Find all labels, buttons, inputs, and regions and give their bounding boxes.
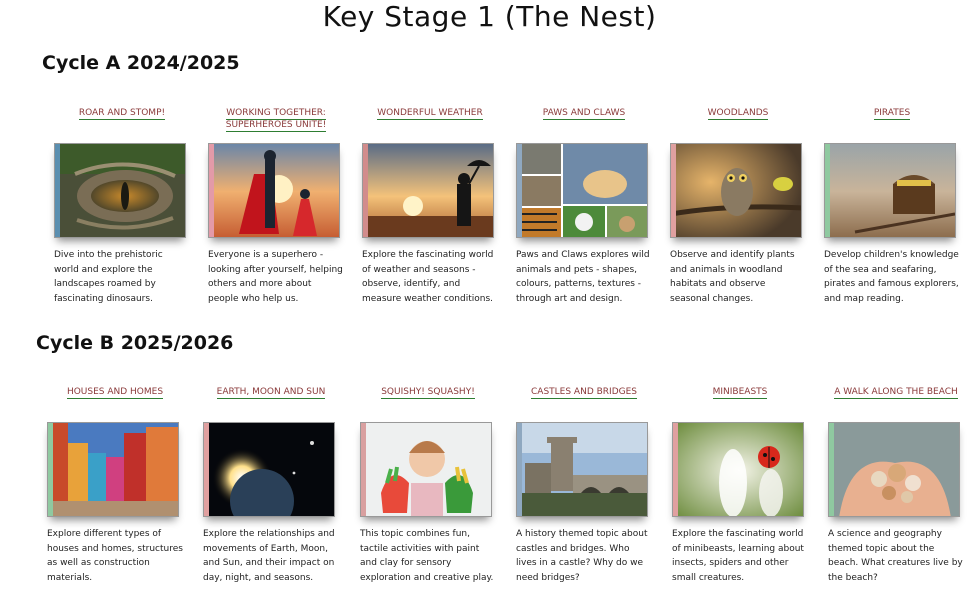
page-title: Key Stage 1 (The Nest) — [322, 0, 657, 33]
topic-description: Explore the fascinating world of minibeasts, learning about insects, spiders and other small creatures. — [672, 529, 804, 583]
topic-description: A science and geography themed topic about the beach. What creatures live by the beach? — [828, 529, 963, 583]
topic-title-text[interactable]: MINIBEASTS — [712, 387, 768, 397]
superheroes-image[interactable] — [208, 143, 340, 238]
topic-title-text[interactable]: WORKING TOGETHER: SUPERHEROES UNITE! — [225, 108, 327, 130]
topic-title-link[interactable] — [203, 386, 339, 398]
topic-title-link[interactable] — [54, 107, 190, 119]
topic-title-text[interactable]: WOODLANDS — [707, 108, 769, 118]
treasure-chest-image[interactable] — [824, 143, 956, 238]
earth-sun-image[interactable] — [203, 422, 335, 517]
topic-title-text[interactable]: CASTLES AND BRIDGES — [531, 387, 637, 397]
topic-title-link[interactable] — [670, 107, 806, 119]
painted-hands-image[interactable] — [360, 422, 492, 517]
topic-card-houses-and-homes[interactable] — [47, 386, 183, 596]
topic-card-wonderful-weather[interactable] — [362, 107, 498, 307]
topic-title-text[interactable]: PIRATES — [873, 108, 911, 118]
topic-description: Explore the fascinating world of weather and seasons - observe, identify, and measure weather conditions. — [362, 250, 494, 304]
topic-description: Develop children's knowledge of the sea and seafaring, pirates and famous explorers, and map reading. — [824, 250, 959, 304]
shells-hands-image[interactable] — [828, 422, 960, 517]
topic-card-castles-and-bridges[interactable] — [516, 386, 652, 596]
topic-description: A history themed topic about castles and bridges. Who lives in a castle? Why do we need bridges? — [516, 529, 648, 583]
topic-title-text[interactable]: ROAR AND STOMP! — [78, 108, 166, 118]
cycle-a-heading: Cycle A 2024/2025 — [42, 52, 240, 74]
topic-description: Paws and Claws explores wild animals and pets - shapes, colours, patterns, textures - through art and design. — [516, 250, 650, 304]
topic-card-paws-and-claws[interactable] — [516, 107, 652, 307]
ladybird-image[interactable] — [672, 422, 804, 517]
topic-title-link[interactable] — [516, 386, 652, 398]
topic-card-walk-along-beach[interactable] — [828, 386, 964, 596]
topic-title-link[interactable] — [208, 107, 344, 131]
topic-card-squishy-squashy[interactable] — [360, 386, 496, 596]
topic-description: Explore different types of houses and homes, structures as well as construction materials. — [47, 529, 183, 583]
topic-title-link[interactable] — [47, 386, 183, 398]
topic-title-link[interactable] — [672, 386, 808, 398]
topic-title-text[interactable]: HOUSES AND HOMES — [66, 387, 164, 397]
topic-title-link[interactable] — [362, 107, 498, 119]
topic-title-text[interactable]: WONDERFUL WEATHER — [377, 108, 483, 118]
topic-description: Observe and identify plants and animals in woodland habitats and observe seasonal changes. — [670, 250, 795, 304]
topic-card-superheroes[interactable] — [208, 107, 344, 307]
topic-description: Dive into the prehistoric world and explore the landscapes roamed by fascinating dinosaurs. — [54, 250, 163, 304]
topic-title-text[interactable]: PAWS AND CLAWS — [542, 108, 626, 118]
castle-bridge-image[interactable] — [516, 422, 648, 517]
colourful-houses-image[interactable] — [47, 422, 179, 517]
topic-description: This topic combines fun, tactile activities with paint and clay for sensory exploration and creative play. — [360, 529, 494, 583]
dinosaur-eye-image[interactable] — [54, 143, 186, 238]
topic-title-text[interactable]: EARTH, MOON AND SUN — [216, 387, 326, 397]
topic-card-woodlands[interactable] — [670, 107, 806, 307]
animals-collage-image[interactable] — [516, 143, 648, 238]
topic-title-text[interactable]: SQUISHY! SQUASHY! — [381, 387, 475, 397]
topic-title-link[interactable] — [360, 386, 496, 398]
weather-image[interactable] — [362, 143, 494, 238]
topic-card-pirates[interactable] — [824, 107, 960, 307]
topic-title-link[interactable] — [824, 107, 960, 119]
topic-title-link[interactable] — [828, 386, 964, 398]
topic-card-minibeasts[interactable] — [672, 386, 808, 596]
cycle-b-heading: Cycle B 2025/2026 — [36, 332, 234, 354]
topic-description: Everyone is a superhero - looking after yourself, helping others and more about people who help us. — [208, 250, 343, 304]
topic-card-earth-moon-sun[interactable] — [203, 386, 339, 596]
topic-title-link[interactable] — [516, 107, 652, 119]
topic-title-text[interactable]: A WALK ALONG THE BEACH — [834, 387, 958, 397]
topic-description: Explore the relationships and movements of Earth, Moon, and Sun, and their impact on day, night, and seasons. — [203, 529, 335, 583]
owl-image[interactable] — [670, 143, 802, 238]
topic-card-roar-and-stomp[interactable] — [54, 107, 190, 307]
